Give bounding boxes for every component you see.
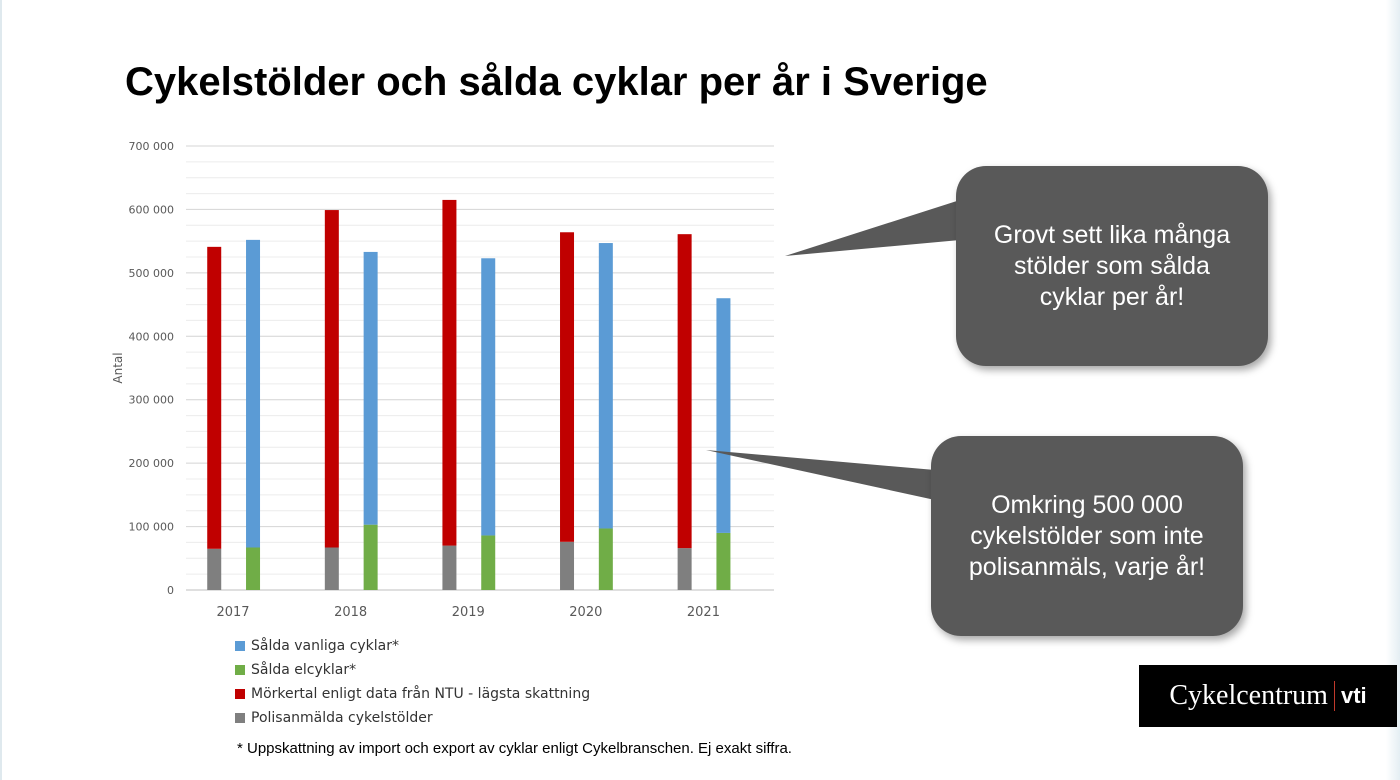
callout-1-pointer [785,200,960,256]
callout-unreported-thefts [931,436,1243,636]
logo-divider [1334,681,1335,711]
callout-2-pointer [706,450,935,500]
logo-main-text: Cykelcentrum [1169,680,1328,711]
x-tick-label: 2018 [334,605,368,620]
y-axis-label: Antal [111,352,125,384]
logo-sub-text: vti [1340,683,1367,708]
y-tick-label: 200 000 [128,457,174,471]
y-tick-label: 600 000 [128,203,174,217]
x-tick-label: 2019 [451,605,485,620]
y-tick-label: 100 000 [128,520,174,534]
y-tick-label: 700 000 [128,140,174,153]
callout-2-text: Omkring 500 000 cykelstölder som inte polisanmäls, varje år! [968,490,1206,581]
x-tick-label: 2020 [569,605,603,620]
y-tick-label: 0 [167,584,174,597]
legend-label: Sålda elcyklar* [251,662,357,678]
footnote: * Uppskattning av import och export av cyklar enligt Cykelbranschen. Ej exakt siffra. [237,740,792,757]
y-tick-label: 400 000 [128,330,174,344]
callout-1-text: Grovt sett lika många stölder som sålda cyklar per år! [993,220,1231,311]
y-tick-label: 300 000 [128,393,174,407]
callout-similar-counts [956,166,1268,366]
x-tick-label: 2017 [216,605,250,620]
legend-label: Mörkertal enligt data från NTU - lägsta skattning [251,686,591,702]
legend-label: Sålda vanliga cyklar* [251,638,400,654]
legend-label: Polisanmälda cykelstölder [251,710,433,726]
y-tick-label: 500 000 [128,266,174,280]
slide-title: Cykelstölder och sålda cyklar per år i Sverige [125,60,988,104]
cykelcentrum-vti-logo [1139,665,1397,727]
x-tick-label: 2021 [686,605,720,620]
